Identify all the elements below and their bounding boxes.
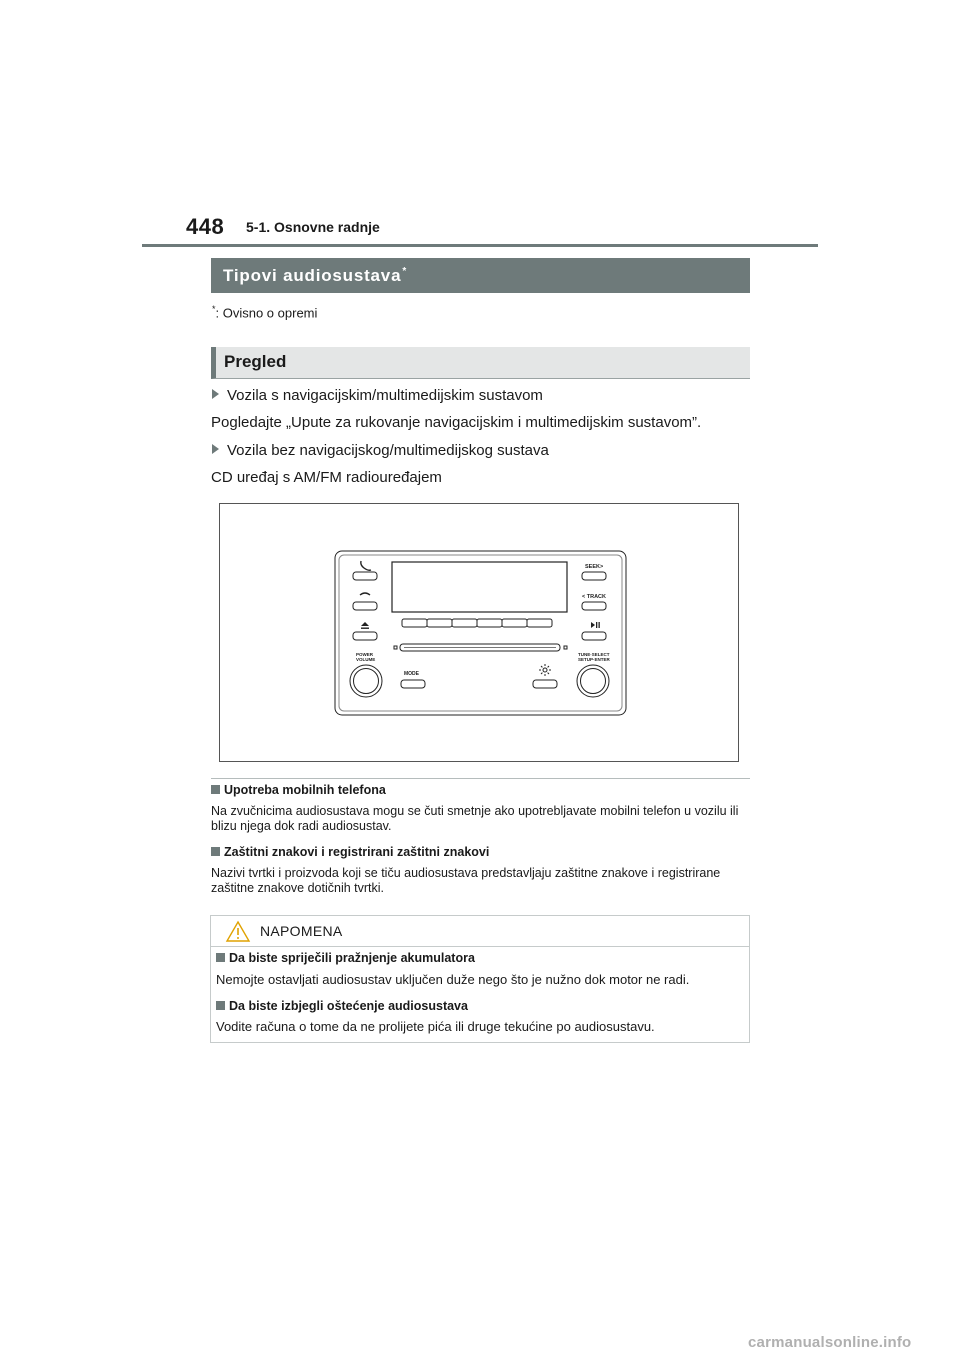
page-number: 448 (186, 214, 225, 239)
bullet-text: Vozila s navigacijskim/multimedijskim sustavom (227, 387, 543, 404)
subsection-title: Pregled (224, 352, 287, 371)
section-title-bar (211, 258, 750, 293)
caution-heading-battery (216, 951, 475, 965)
square-bullet-icon (216, 953, 225, 962)
left-button-column (353, 572, 377, 640)
bullet-text: Vozila bez navigacijskog/multimedijskog sustava (227, 442, 549, 459)
watermark: carmanualsonline.info (748, 1334, 912, 1351)
seek-label: SEEK> (585, 564, 604, 570)
play-pause-icon (591, 622, 600, 628)
note-heading-text: Zaštitni znakovi i registrirani zaštitni znakovi (224, 845, 490, 859)
header-rule (142, 244, 818, 247)
audio-unit-illustration (220, 504, 740, 763)
footnote-marker: * (212, 304, 216, 314)
mode-label: MODE (404, 671, 419, 677)
subsection-bar (211, 347, 750, 379)
hang-up-button (353, 602, 377, 610)
caution-header (211, 916, 749, 947)
brightness-icon (539, 664, 551, 676)
square-bullet-icon (211, 847, 220, 856)
square-bullet-icon (211, 785, 220, 794)
caution-title: NAPOMENA (260, 923, 343, 939)
tune-select-label: TUNE·SELECT (578, 652, 610, 657)
section-reference: 5-1. Osnovne radnje (246, 219, 380, 235)
hang-up-icon (360, 593, 370, 595)
title-footnote-marker: * (402, 266, 408, 278)
bullet-navigation-vehicles (212, 387, 543, 404)
phone-icon (361, 561, 371, 570)
triangle-bullet-icon (212, 444, 219, 454)
audio-unit-inner-frame (339, 555, 622, 711)
tune-select-knob (577, 665, 609, 697)
power-label: POWER (356, 652, 374, 657)
phone-button (353, 572, 377, 580)
section-title: Tipovi audiosustava (223, 266, 402, 285)
body-text-cd-player: CD uređaj s AM/FM radiouređajem (211, 469, 442, 486)
triangle-bullet-icon (212, 389, 219, 399)
body-text-navigation-reference: Pogledajte „Upute za rukovanje navigacijskim i multimedijskim sustavom”. (211, 414, 702, 431)
volume-label: VOLUME (356, 657, 376, 662)
setup-enter-label: SETUP·ENTER (578, 657, 610, 662)
caution-text-damage: Vodite računa o tome da ne prolijete pića ili druge tekućine po audiosustavu. (216, 1019, 655, 1034)
note-text-trademarks: Nazivi tvrtki i proizvoda koji se tiču audiosustava predstavljaju zaštitne znakove i registrirane zaštitne znakove dotičnih tvrtki. (211, 866, 721, 895)
track-button (582, 602, 606, 610)
caution-box (210, 915, 750, 1043)
footnote (212, 304, 317, 320)
footnote-text: : Ovisno o opremi (215, 305, 318, 321)
note-heading-text: Upotreba mobilnih telefona (224, 783, 386, 797)
mode-button (401, 680, 425, 688)
power-volume-knob (350, 665, 382, 697)
note-heading-trademarks (211, 845, 489, 859)
eject-button (353, 632, 377, 640)
play-pause-button (582, 632, 606, 640)
square-bullet-icon (216, 1001, 225, 1010)
seek-button (582, 572, 606, 580)
track-label: < TRACK (582, 594, 606, 600)
bullet-no-navigation-vehicles (212, 442, 549, 459)
caution-heading-text: Da biste izbjegli oštećenje audiosustava (229, 999, 468, 1013)
note-text-mobile-phones: Na zvučnicima audiosustava mogu se čuti smetnje ako upotrebljavate mobilni telefon u vozilu ili blizu njega dok radi audiosustav. (211, 804, 739, 833)
right-button-column (582, 572, 606, 640)
caution-heading-text: Da biste spriječili pražnjenje akumulatora (229, 951, 475, 965)
thin-rule (211, 778, 750, 779)
caution-heading-damage (216, 999, 468, 1013)
brightness-button (533, 680, 557, 688)
note-heading-mobile-phones (211, 783, 386, 797)
audio-unit-figure (219, 503, 739, 762)
warning-icon (225, 920, 251, 943)
caution-text-battery: Nemojte ostavljati audiosustav uključen duže nego što je nužno dok motor ne radi. (216, 972, 690, 987)
eject-icon (361, 622, 369, 629)
preset-button-row (402, 619, 552, 627)
display-screen (392, 562, 567, 612)
